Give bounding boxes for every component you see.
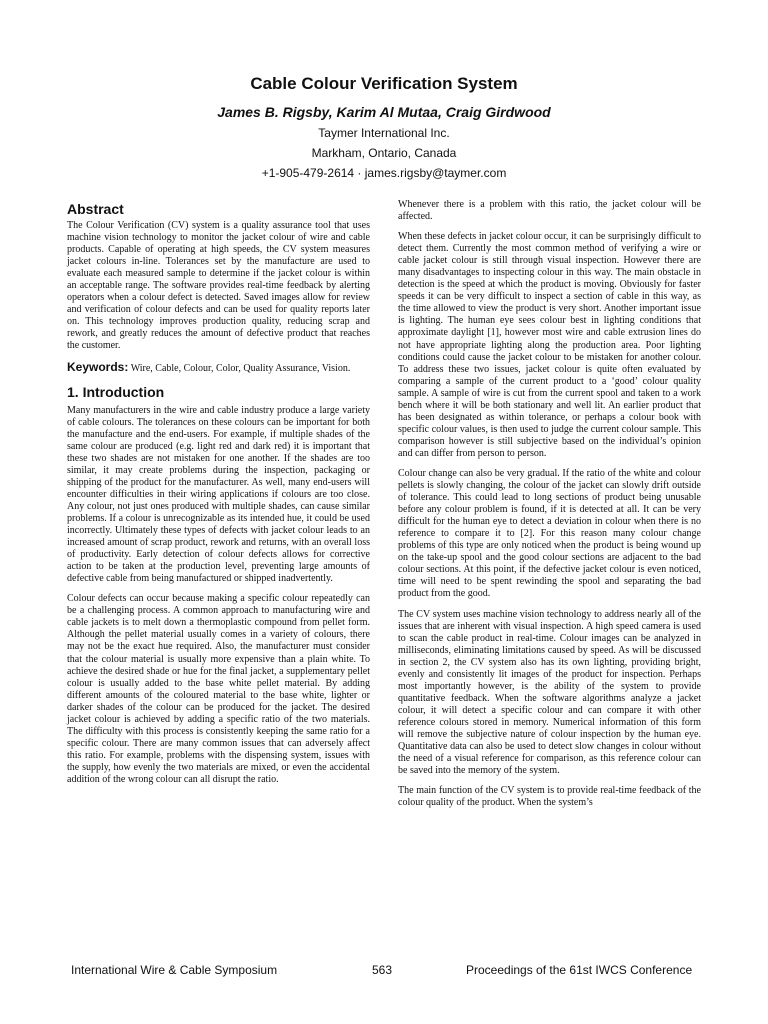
introduction-paragraph: Colour defects can occur because making a specific colour repeatedly can be a challenging process. A common approach to manufacturing wire and cable jackets is to melt down a thermoplastic compound from pellet form. Although the pellet material usually comes in a variety of colours, there may not be the exact hue required. Also, the manufacturer must consider that the colour material is usually more expensive than a plain white. To achieve the desired shade or hue for the final jacket, a supplementary pellet colour is usually added to the base white pellet material. By adding different amounts of the coloured material to the base white, lighter or darker shades of the colour can be produced for the jacket. The desired jacket colour is achieved by adding a specific ratio of the two materials. The difficulty with this process is consistently keeping the same ratio for a specific colour. There are many common issues that can adversely affect this ratio. For example, problems with the dispensing system, issues with the supply, how evenly the two materials are mixed, or even the accidental addition of the wrong colour can all disrupt the ratio. xyxy=(67,593,370,785)
right-column xyxy=(398,199,701,817)
footer-symposium: International Wire & Cable Symposium xyxy=(71,963,278,977)
body-paragraph: The main function of the CV system is to provide real-time feedback of the colour quality of the product. When the system’s xyxy=(398,785,701,809)
paper-title: Cable Colour Verification System xyxy=(250,74,518,93)
body-paragraph: When these defects in jacket colour occur, it can be surprisingly difficult to detect them. Currently the most common method of verifying a wire or cable jacket colour is still through visual inspection. However there are many disadvantages to inspecting colour in this way. The main obstacle in detection is the speed at which the product is moving. Obviously for faster speeds it can be very difficult to inspect a section of cable in this way, as the time allowed to view the product is very short. Another important issue is lighting. The human eye sees colour best in lighting conditions that approximate daylight [1], however most wire and cable extrusion lines do not have appropriate lighting along the production area. Poor lighting conditions could cause the jacket colour to be mistaken for another colour. To address these two issues, jacket colour is quite often evaluated by comparing a sample of the current product to a ‘good’ colour quality sample. A sample of wire is cut from the current spool and taken to a work bench where it will be both stationary and well lit. An earlier product that has been designated as within tolerance, or perhaps a colour book with specific colour values, is then used to judge the current colour sample. This comparison however is still subjective based on the individual’s opinion and can differ from person to person. xyxy=(398,231,701,459)
affiliation-location: Markham, Ontario, Canada xyxy=(311,146,457,160)
keywords xyxy=(67,361,370,375)
body-paragraph: Whenever there is a problem with this ratio, the jacket colour will be affected. xyxy=(398,199,701,223)
abstract-heading: Abstract xyxy=(67,201,124,217)
body-paragraph: The CV system uses machine vision technology to address nearly all of the issues that are inherent with visual inspection. A high speed camera is used to scan the cable product in real-time. Colour images can be analyzed in milliseconds, eliminating limitations caused by speed. As will be discussed in section 2, the CV system also has its own lighting, providing bright, evenly and consistently lit images of the product for inspection. Perhaps most importantly however, is the ability of the system to provide quantitative feedback. When the software algorithms analyze a jacket colour, it will detect a specific colour and can compare it with other reference colours stored in memory. Numerical information of this form will remove the subjective nature of colour inspection by the human eye. Quantitative data can also be used to detect slow changes in colour without the need of a visual reference for comparison, as this reference colour can be saved into the memory of the system. xyxy=(398,608,701,777)
affiliation-organization: Taymer International Inc. xyxy=(318,126,450,140)
footer-proceedings: Proceedings of the 61st IWCS Conference xyxy=(466,963,693,977)
author-list: James B. Rigsby, Karim Al Mutaa, Craig Girdwood xyxy=(217,104,551,120)
keywords-label: Keywords: xyxy=(67,359,129,374)
abstract-text: The Colour Verification (CV) system is a quality assurance tool that uses machine vision technology to monitor the jacket colour of wire and cable products. Capable of operating at high speeds, the CV system measures jacket colours in-line. Tolerances set by the manufacture are used to evaluate each measured sample to determine if the jacket colour is within an acceptable range. The software provides real-time feedback by alerting operators when a colour defect is detected. Saved images allow for review and verification of colour defects and can be used for quality reports later on. This technology improves production quality, reducing scrap and rework, and greatly reduces the amount of defective product that reaches the customer. xyxy=(67,220,370,352)
introduction-paragraph: Many manufacturers in the wire and cable industry produce a large variety of cable colours. The tolerances on these colours can be important for both the manufacture and the end-users. For example, if multiple shades of the same colour are produced (e.g. light red and dark red) it is important that these two shades are not mistaken for one another. If the shades are too similar, it may create problems during the inspection, packaging or shipping of the product for the manufacturer. As well, many end-users will encounter difficulties in their wiring applications if colours are too close. Any colour, not just ones produced with multiple shades, can cause similar problems. If a colour is unrecognizable as its intended hue, it could be used incorrectly. Ultimately these types of defects with jacket colour leads to an increased amount of scrap product, rework and returns, with an overall loss of productivity. Early detection of colour defects allows for corrective action to be taken at the production level, preventing large amounts of defective cable from being manufactured or shipped inadvertently. xyxy=(67,404,370,585)
contact-info: +1-905-479-2614 · james.rigsby@taymer.com xyxy=(261,166,507,180)
page-number: 563 xyxy=(372,963,393,977)
paper-header xyxy=(0,74,768,183)
body-paragraph: Colour change can also be very gradual. If the ratio of the white and colour pellets is slowly changing, the colour of the jacket can slowly drift outside of tolerance. This could lead to long sections of product being unusable before any colour problem is found, if it is detected at all. It can be very difficult for the human eye to detect a deviation in colour when there is no reference to compare it to [2]. For this reason many colour change problems of this type are only noticed when the product is being wound up on the take-up spool and the good colour sections are adjacent to the bad colour sections. At this point, if the defective jacket colour is even noticed, time will need to be spent rewinding the spool and separating the bad product from the good. xyxy=(398,467,701,600)
left-column xyxy=(67,200,370,794)
introduction-heading: 1. Introduction xyxy=(67,383,165,400)
keywords-text: Wire, Cable, Colour, Color, Quality Assurance, Vision. xyxy=(130,362,351,374)
